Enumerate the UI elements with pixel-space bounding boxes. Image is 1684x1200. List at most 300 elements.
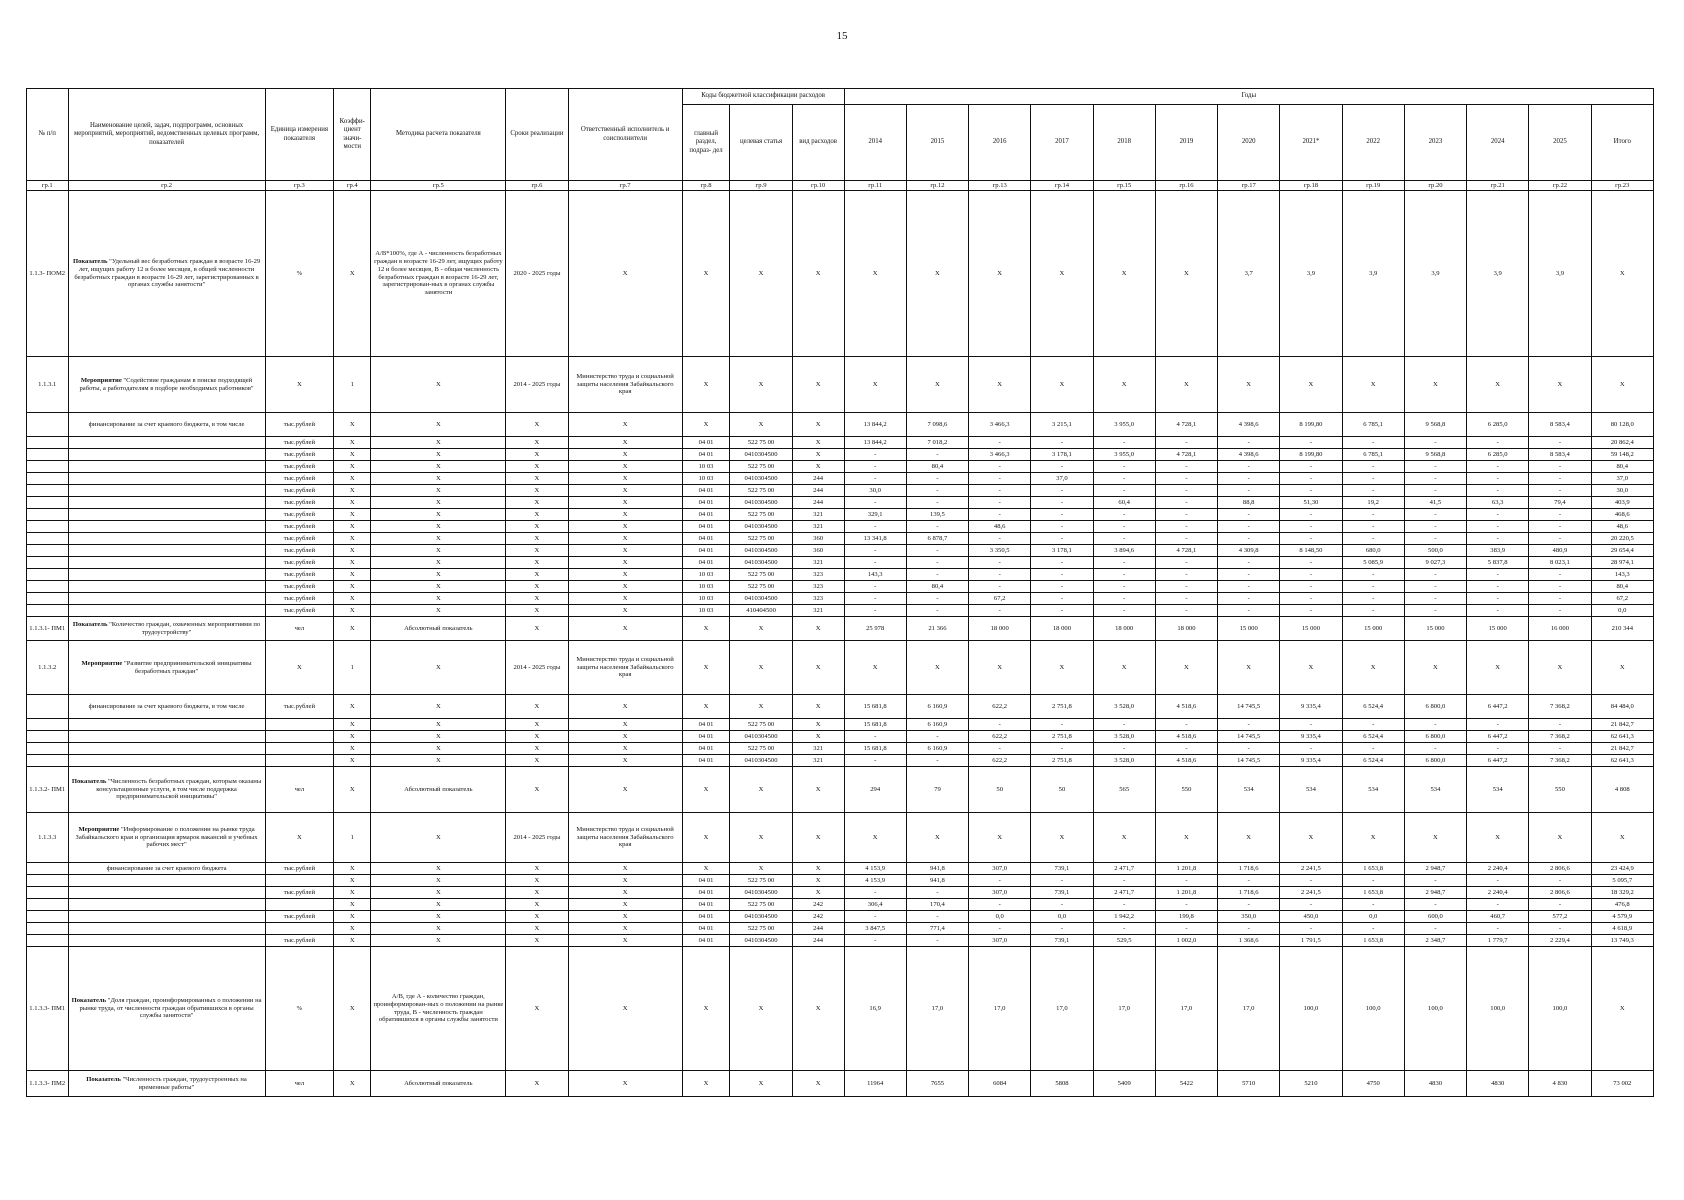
table-cell: 306,4: [844, 899, 906, 911]
table-cell: -: [906, 911, 968, 923]
row-name-cell: Мероприятие "Развитие предпринимательской инициативы безработных граждан": [68, 641, 265, 695]
table-cell: 0,0: [1342, 911, 1404, 923]
table-cell: -: [906, 755, 968, 767]
header-year: 2018: [1093, 105, 1155, 181]
table-cell: 0410304500: [730, 545, 792, 557]
table-cell: X: [730, 357, 792, 413]
table-cell: тыс.рублей: [265, 887, 333, 899]
row-total-cell: 28 974,1: [1591, 557, 1653, 569]
table-cell: X: [265, 813, 333, 863]
table-cell: X: [371, 449, 506, 461]
table-cell: 37,0: [1031, 473, 1093, 485]
table-cell: X: [792, 887, 844, 899]
table-cell: -: [1031, 605, 1093, 617]
table-cell: -: [1342, 719, 1404, 731]
table-cell: X: [792, 1071, 844, 1097]
table-cell: X: [371, 461, 506, 473]
table-cell: -: [844, 911, 906, 923]
table-cell: X: [506, 545, 568, 557]
table-cell: X: [792, 863, 844, 875]
table-cell: 2 948,7: [1404, 863, 1466, 875]
table-cell: 2014 - 2025 годы: [506, 641, 568, 695]
table-cell: X: [334, 449, 371, 461]
table-cell: X: [969, 357, 1031, 413]
row-number-cell: [27, 899, 69, 911]
row-number-cell: [27, 461, 69, 473]
table-cell: X: [506, 581, 568, 593]
table-cell: [265, 899, 333, 911]
table-cell: X: [1280, 813, 1342, 863]
table-cell: X: [792, 449, 844, 461]
column-number-cell: гр.13: [969, 181, 1031, 191]
table-cell: -: [1218, 557, 1280, 569]
table-row: [27, 617, 1654, 641]
table-cell: 41,5: [1404, 497, 1466, 509]
table-cell: 6 447,2: [1467, 755, 1529, 767]
table-cell: X: [371, 497, 506, 509]
column-number-cell: гр.12: [906, 181, 968, 191]
table-cell: X: [334, 695, 371, 719]
row-number-cell: [27, 863, 69, 875]
table-cell: -: [1280, 569, 1342, 581]
table-cell: X: [568, 569, 682, 581]
table-cell: 5 837,8: [1467, 557, 1529, 569]
table-cell: 244: [792, 485, 844, 497]
table-cell: -: [1342, 533, 1404, 545]
header-year: 2022: [1342, 105, 1404, 181]
table-cell: -: [1529, 485, 1591, 497]
table-cell: 6 785,1: [1342, 449, 1404, 461]
header-year: 2024: [1467, 105, 1529, 181]
table-cell: 8 583,4: [1529, 449, 1591, 461]
table-cell: тыс.рублей: [265, 461, 333, 473]
table-cell: -: [1155, 473, 1217, 485]
table-cell: X: [506, 1071, 568, 1097]
table-cell: X: [506, 947, 568, 1071]
row-total-cell: 0,0: [1591, 605, 1653, 617]
header-year: 2015: [906, 105, 968, 181]
table-cell: X: [682, 813, 730, 863]
table-cell: X: [730, 695, 792, 719]
table-cell: -: [1404, 533, 1466, 545]
table-cell: X: [1093, 357, 1155, 413]
table-cell: 3,9: [1467, 191, 1529, 357]
table-cell: -: [1031, 461, 1093, 473]
table-cell: 622,2: [969, 695, 1031, 719]
table-cell: 534: [1218, 767, 1280, 813]
column-number-cell: гр.15: [1093, 181, 1155, 191]
row-name-cell: [68, 911, 265, 923]
table-cell: X: [371, 473, 506, 485]
table-cell: X: [334, 911, 371, 923]
table-cell: -: [1093, 569, 1155, 581]
row-number-cell: [27, 413, 69, 437]
table-cell: X: [371, 863, 506, 875]
table-cell: X: [568, 875, 682, 887]
table-cell: 529,5: [1093, 935, 1155, 947]
table-cell: X: [682, 617, 730, 641]
table-cell: -: [1404, 569, 1466, 581]
table-cell: 2 751,8: [1031, 755, 1093, 767]
table-cell: X: [506, 473, 568, 485]
table-cell: X: [334, 473, 371, 485]
table-cell: X: [792, 719, 844, 731]
table-cell: -: [1280, 581, 1342, 593]
header-budget-group: Коды бюджетной классификации расходов: [682, 89, 844, 105]
table-cell: -: [1155, 497, 1217, 509]
row-number-cell: [27, 593, 69, 605]
table-cell: X: [334, 887, 371, 899]
table-cell: -: [844, 581, 906, 593]
row-name-cell: Показатель "Доля граждан, проинформированных о положении на рынке труда, от численности граждан обратившихся в органы службы занятости": [68, 947, 265, 1071]
table-cell: X: [682, 413, 730, 437]
table-cell: -: [1031, 569, 1093, 581]
table-cell: -: [1467, 521, 1529, 533]
table-cell: X: [1467, 357, 1529, 413]
row-total-cell: X: [1591, 357, 1653, 413]
table-cell: тыс.рублей: [265, 863, 333, 875]
table-cell: X: [1342, 641, 1404, 695]
table-cell: 63,3: [1467, 497, 1529, 509]
table-cell: 739,1: [1031, 887, 1093, 899]
header-year: 2017: [1031, 105, 1093, 181]
row-name-cell: [68, 497, 265, 509]
column-number-cell: гр.3: [265, 181, 333, 191]
table-cell: X: [568, 923, 682, 935]
table-cell: -: [1280, 533, 1342, 545]
table-cell: X: [906, 813, 968, 863]
table-cell: 2 348,7: [1404, 935, 1466, 947]
table-cell: 1: [334, 813, 371, 863]
table-row: [27, 875, 1654, 887]
row-name-cell: [68, 509, 265, 521]
table-cell: X: [334, 593, 371, 605]
table-cell: чел: [265, 767, 333, 813]
table-cell: X: [792, 641, 844, 695]
row-total-cell: X: [1591, 947, 1653, 1071]
table-cell: -: [1467, 923, 1529, 935]
table-row: [27, 911, 1654, 923]
table-row: [27, 581, 1654, 593]
table-cell: X: [1342, 813, 1404, 863]
table-cell: -: [1155, 521, 1217, 533]
row-number-cell: 1.1.3.3- ПМ2: [27, 1071, 69, 1097]
table-cell: X: [506, 731, 568, 743]
table-cell: 321: [792, 557, 844, 569]
table-cell: -: [1218, 605, 1280, 617]
table-cell: -: [1031, 485, 1093, 497]
row-name-cell: [68, 593, 265, 605]
table-cell: 04 01: [682, 557, 730, 569]
table-cell: -: [844, 593, 906, 605]
table-cell: 739,1: [1031, 935, 1093, 947]
row-name-cell: Показатель "Численность граждан, трудоустроенных на временные работы": [68, 1071, 265, 1097]
table-cell: 534: [1404, 767, 1466, 813]
table-cell: X: [1093, 813, 1155, 863]
row-number-cell: 1.1.3.2- ПМ1: [27, 767, 69, 813]
row-number-cell: [27, 911, 69, 923]
table-cell: 13 844,2: [844, 413, 906, 437]
table-cell: 8 148,50: [1280, 545, 1342, 557]
header-year: 2020: [1218, 105, 1280, 181]
table-cell: 2 948,7: [1404, 887, 1466, 899]
row-name-cell: [68, 521, 265, 533]
table-cell: X: [334, 509, 371, 521]
table-cell: 17,0: [969, 947, 1031, 1071]
table-cell: X: [265, 641, 333, 695]
table-cell: 460,7: [1467, 911, 1529, 923]
table-cell: 522 75 00: [730, 923, 792, 935]
table-cell: 244: [792, 923, 844, 935]
table-cell: 4 398,6: [1218, 449, 1280, 461]
table-cell: X: [730, 863, 792, 875]
table-cell: -: [1031, 521, 1093, 533]
table-cell: тыс.рублей: [265, 605, 333, 617]
table-cell: 15 000: [1404, 617, 1466, 641]
header-year: 2023: [1404, 105, 1466, 181]
table-row: [27, 449, 1654, 461]
table-cell: 1 653,8: [1342, 887, 1404, 899]
table-cell: тыс.рублей: [265, 593, 333, 605]
table-cell: 522 75 00: [730, 719, 792, 731]
table-cell: X: [371, 923, 506, 935]
table-cell: X: [844, 813, 906, 863]
table-cell: 04 01: [682, 875, 730, 887]
table-cell: 8 199,80: [1280, 449, 1342, 461]
table-cell: 170,4: [906, 899, 968, 911]
table-cell: тыс.рублей: [265, 695, 333, 719]
table-cell: X: [568, 449, 682, 461]
table-cell: X: [1093, 191, 1155, 357]
table-cell: 321: [792, 509, 844, 521]
table-cell: 3,9: [1404, 191, 1466, 357]
table-cell: 244: [792, 497, 844, 509]
table-cell: X: [1093, 641, 1155, 695]
table-cell: -: [1218, 719, 1280, 731]
table-cell: -: [844, 605, 906, 617]
row-name-cell: Мероприятие "Содействие гражданам в поиске подходящей работы, а работодателям в подборе необходимых работников": [68, 357, 265, 413]
table-cell: 10 03: [682, 461, 730, 473]
table-cell: X: [371, 533, 506, 545]
table-cell: 3 528,0: [1093, 731, 1155, 743]
table-cell: -: [906, 521, 968, 533]
table-cell: 680,0: [1342, 545, 1404, 557]
table-cell: 2 229,4: [1529, 935, 1591, 947]
table-cell: [265, 743, 333, 755]
table-cell: 329,1: [844, 509, 906, 521]
column-number-row: [27, 181, 1654, 191]
table-cell: 8 023,1: [1529, 557, 1591, 569]
table-cell: 5710: [1218, 1071, 1280, 1097]
table-cell: 04 01: [682, 533, 730, 545]
table-cell: -: [1404, 581, 1466, 593]
table-cell: -: [1093, 605, 1155, 617]
row-total-cell: 48,6: [1591, 521, 1653, 533]
row-total-cell: 210 344: [1591, 617, 1653, 641]
table-cell: [265, 923, 333, 935]
table-cell: 3 847,5: [844, 923, 906, 935]
row-number-cell: [27, 755, 69, 767]
table-cell: -: [1342, 569, 1404, 581]
table-cell: 6 160,9: [906, 695, 968, 719]
table-cell: 2 751,8: [1031, 695, 1093, 719]
table-cell: 4 309,8: [1218, 545, 1280, 557]
table-cell: тыс.рублей: [265, 437, 333, 449]
row-number-cell: [27, 521, 69, 533]
table-cell: X: [792, 875, 844, 887]
table-cell: 739,1: [1031, 863, 1093, 875]
table-cell: X: [1155, 191, 1217, 357]
table-cell: тыс.рублей: [265, 569, 333, 581]
table-cell: X: [506, 437, 568, 449]
table-row: [27, 357, 1654, 413]
table-cell: -: [1218, 875, 1280, 887]
table-cell: -: [1404, 743, 1466, 755]
table-cell: -: [1342, 875, 1404, 887]
row-total-cell: 62 641,3: [1591, 731, 1653, 743]
table-cell: X: [334, 497, 371, 509]
row-name-cell: [68, 755, 265, 767]
table-cell: X: [1404, 357, 1466, 413]
table-cell: 6 800,0: [1404, 695, 1466, 719]
table-cell: 3,9: [1529, 191, 1591, 357]
table-cell: -: [1342, 581, 1404, 593]
table-cell: X: [334, 731, 371, 743]
table-cell: X: [506, 569, 568, 581]
table-cell: -: [1467, 605, 1529, 617]
table-cell: 500,0: [1404, 545, 1466, 557]
table-cell: X: [371, 911, 506, 923]
row-number-cell: [27, 923, 69, 935]
table-cell: 100,0: [1342, 947, 1404, 1071]
table-cell: -: [1404, 509, 1466, 521]
table-cell: -: [1093, 923, 1155, 935]
table-cell: -: [1155, 605, 1217, 617]
table-cell: 04 01: [682, 449, 730, 461]
table-cell: А/В*100%, где А - численность безработных граждан в возрасте 16-29 лет, ищущих работу 12 и более месяцев, В - общая численность безработных граждан в возрасте 16-29 лет, зарегистрирован-ных в органах службы занятости: [371, 191, 506, 357]
table-cell: X: [371, 887, 506, 899]
table-cell: X: [334, 947, 371, 1071]
table-cell: [265, 731, 333, 743]
table-cell: тыс.рублей: [265, 473, 333, 485]
table-cell: 8 583,4: [1529, 413, 1591, 437]
table-cell: X: [682, 357, 730, 413]
table-cell: X: [568, 521, 682, 533]
row-total-cell: 4 579,9: [1591, 911, 1653, 923]
row-number-cell: [27, 581, 69, 593]
row-number-cell: [27, 533, 69, 545]
column-number-cell: гр.20: [1404, 181, 1466, 191]
row-number-cell: [27, 473, 69, 485]
table-cell: 577,2: [1529, 911, 1591, 923]
table-cell: -: [906, 497, 968, 509]
table-cell: X: [568, 617, 682, 641]
table-cell: %: [265, 191, 333, 357]
table-cell: X: [506, 755, 568, 767]
row-total-cell: 468,6: [1591, 509, 1653, 521]
table-row: [27, 813, 1654, 863]
table-cell: X: [568, 461, 682, 473]
row-number-cell: [27, 731, 69, 743]
table-row: [27, 605, 1654, 617]
table-cell: -: [1342, 899, 1404, 911]
row-number-cell: [27, 485, 69, 497]
table-cell: 2020 - 2025 годы: [506, 191, 568, 357]
table-cell: X: [682, 695, 730, 719]
table-cell: -: [1467, 743, 1529, 755]
table-cell: 550: [1529, 767, 1591, 813]
table-cell: 5 085,9: [1342, 557, 1404, 569]
table-cell: 1 201,8: [1155, 863, 1217, 875]
table-cell: 2 241,5: [1280, 887, 1342, 899]
table-cell: 13 844,2: [844, 437, 906, 449]
table-cell: 17,0: [1031, 947, 1093, 1071]
table-cell: А/В, где А - количество граждан, проинформирован-ных о положении на рынке труда, В - численность граждан обратившихся в органы службы занятости: [371, 947, 506, 1071]
table-cell: X: [506, 923, 568, 935]
table-cell: -: [906, 557, 968, 569]
table-cell: X: [334, 755, 371, 767]
row-total-cell: 21 842,7: [1591, 743, 1653, 755]
table-cell: -: [1280, 509, 1342, 521]
table-cell: -: [1404, 605, 1466, 617]
table-cell: 321: [792, 521, 844, 533]
row-total-cell: 143,3: [1591, 569, 1653, 581]
table-cell: 30,0: [844, 485, 906, 497]
table-cell: X: [792, 617, 844, 641]
table-cell: 7 368,2: [1529, 731, 1591, 743]
row-name-cell: [68, 557, 265, 569]
table-cell: 04 01: [682, 521, 730, 533]
table-cell: -: [844, 473, 906, 485]
row-number-cell: 1.1.3- ПОМ2: [27, 191, 69, 357]
table-cell: Абсолютный показатель: [371, 767, 506, 813]
table-cell: 321: [792, 743, 844, 755]
table-cell: Министерство труда и социальной защиты населения Забайкальского края: [568, 813, 682, 863]
table-cell: -: [1529, 581, 1591, 593]
table-cell: 771,4: [906, 923, 968, 935]
table-cell: 1 942,2: [1093, 911, 1155, 923]
header-name: Наименование целей, задач, подпрограмм, основных мероприятий, мероприятий, ведомственных целевых программ, показателей: [68, 89, 265, 181]
header-period: Сроки реализации: [506, 89, 568, 181]
table-cell: -: [1529, 461, 1591, 473]
table-cell: 0,0: [1031, 911, 1093, 923]
table-cell: 199,8: [1155, 911, 1217, 923]
table-cell: 0410304500: [730, 593, 792, 605]
row-number-cell: [27, 935, 69, 947]
table-cell: 16,9: [844, 947, 906, 1071]
table-cell: 14 745,5: [1218, 731, 1280, 743]
table-cell: X: [506, 875, 568, 887]
table-cell: -: [1093, 521, 1155, 533]
table-cell: -: [1031, 719, 1093, 731]
table-cell: X: [730, 813, 792, 863]
header-budget-target: целевая статья: [730, 105, 792, 181]
table-row: [27, 191, 1654, 357]
table-cell: X: [568, 947, 682, 1071]
table-cell: -: [1404, 899, 1466, 911]
table-cell: 307,0: [969, 935, 1031, 947]
table-cell: X: [568, 767, 682, 813]
table-cell: -: [1280, 719, 1342, 731]
row-name-cell: Мероприятие "Информирование о положении на рынке труда Забайкальского края и организация ярмарок вакансий и учебных рабочих мест": [68, 813, 265, 863]
table-cell: -: [969, 497, 1031, 509]
table-cell: 3 178,1: [1031, 545, 1093, 557]
header-budget-section: главный раздел, подраз- дел: [682, 105, 730, 181]
row-name-cell: [68, 533, 265, 545]
table-cell: -: [1218, 899, 1280, 911]
table-cell: -: [1031, 593, 1093, 605]
table-cell: -: [1404, 461, 1466, 473]
